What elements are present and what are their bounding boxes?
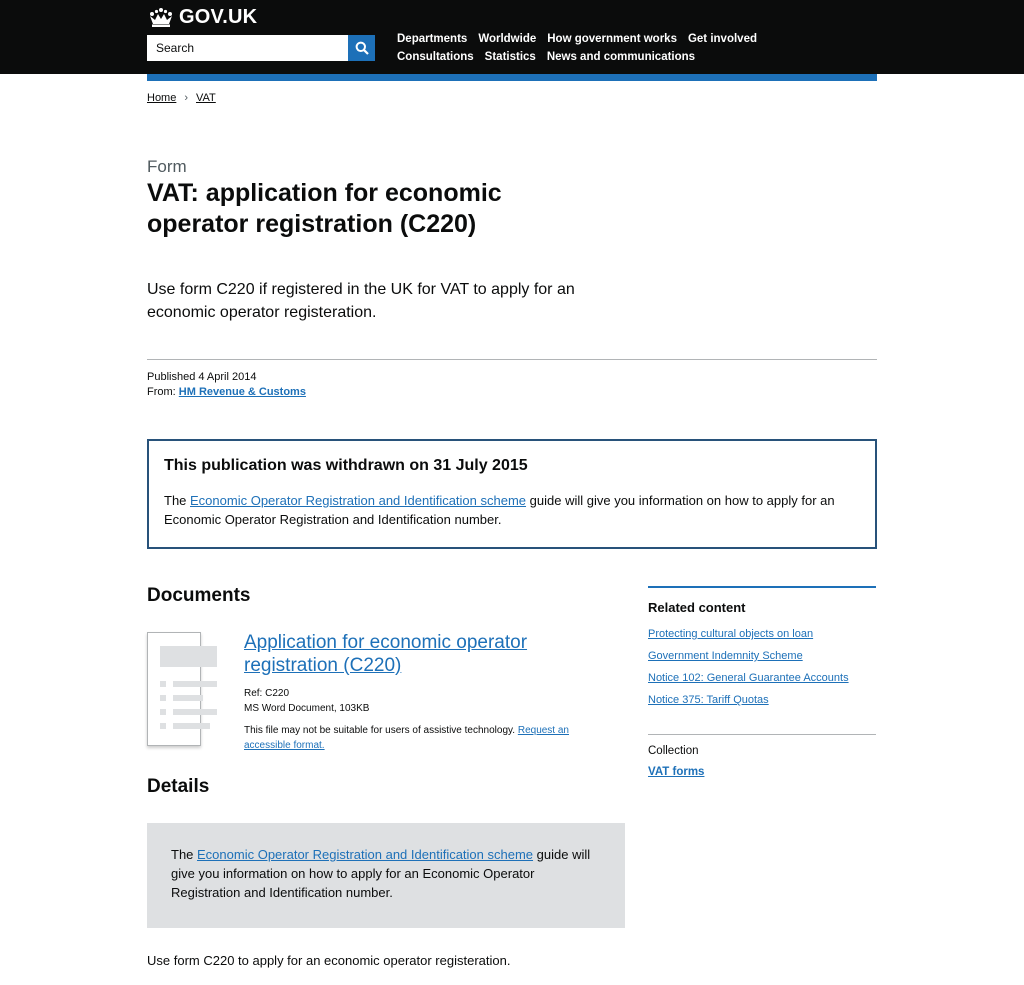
nav-how-government-works[interactable]: How government works xyxy=(547,33,677,45)
withdrawn-notice-title: This publication was withdrawn on 31 July 2015 xyxy=(164,457,528,474)
nav-consultations[interactable]: Consultations xyxy=(397,51,474,63)
details-box-post: guide will give you information on how to apply for an Economic Operator Registration and Identification number. xyxy=(171,847,591,900)
crown-icon xyxy=(147,7,175,27)
page-caption: Form xyxy=(147,157,187,176)
thumbnail-line xyxy=(173,709,217,715)
sidebar-accent-bar xyxy=(648,586,876,588)
documents-heading: Documents xyxy=(147,585,251,606)
collection-vat-forms-link[interactable]: VAT forms xyxy=(648,766,705,778)
nav-statistics[interactable]: Statistics xyxy=(484,51,536,63)
accessibility-note-text: This file may not be suitable for users of assistive technology. xyxy=(244,725,518,736)
list-item xyxy=(648,649,849,671)
page-title: VAT: application for economic operator registration (C220) xyxy=(147,179,502,238)
metadata-divider xyxy=(147,359,877,360)
details-callout xyxy=(147,823,625,928)
request-accessible-format-link[interactable]: Request an accessible format. xyxy=(244,725,569,751)
document-title-link[interactable]: Application for economic operator registration (C220) xyxy=(244,632,528,676)
publication-metadata xyxy=(147,370,306,400)
from-organisation-link[interactable]: HM Revenue & Customs xyxy=(178,386,306,398)
thumbnail-line xyxy=(173,681,217,687)
sidebar-divider xyxy=(648,734,876,735)
breadcrumb-vat[interactable]: VAT xyxy=(196,92,216,104)
related-link-indemnity-scheme[interactable]: Government Indemnity Scheme xyxy=(648,650,803,662)
related-content-heading: Related content xyxy=(648,600,746,615)
withdrawn-notice-body xyxy=(164,491,860,529)
document-ref: Ref: C220 xyxy=(244,688,290,699)
nav-get-involved[interactable]: Get involved xyxy=(687,33,757,45)
related-link-cultural-objects[interactable]: Protecting cultural objects on loan xyxy=(648,628,814,640)
details-box-pre: The xyxy=(171,847,198,862)
header-accent-bar xyxy=(147,74,877,81)
page-lead: Use form C220 if registered in the UK for VAT to apply for an economic operator registeration. xyxy=(147,281,575,321)
thumbnail-bullet xyxy=(160,695,166,701)
accessibility-note xyxy=(244,723,584,753)
details-scheme-link[interactable]: Economic Operator Registration and Identification scheme xyxy=(197,847,534,862)
thumbnail-header-block xyxy=(160,646,217,667)
related-content-list xyxy=(648,627,849,715)
notice-body-post: guide will give you information on how to apply for an Economic Operator Registration and Identification number. xyxy=(164,493,835,527)
details-heading: Details xyxy=(147,776,210,797)
thumbnail-bullet xyxy=(160,681,166,687)
related-link-notice-102[interactable]: Notice 102: General Guarantee Accounts xyxy=(648,672,849,684)
withdrawn-notice xyxy=(147,439,877,549)
nav-row-2 xyxy=(397,50,797,68)
nav-row-1 xyxy=(397,32,797,50)
nav-news-and-communications[interactable]: News and communications xyxy=(546,51,696,63)
govuk-logo-link[interactable] xyxy=(147,6,257,28)
search-form xyxy=(147,35,375,61)
nav-departments[interactable]: Departments xyxy=(397,33,468,45)
logo-text: GOV.UK xyxy=(179,5,258,28)
from-line xyxy=(147,385,306,400)
list-item xyxy=(648,627,849,649)
document-format: MS Word Document, 103KB xyxy=(244,703,370,714)
document-metadata xyxy=(244,686,369,716)
breadcrumb-home[interactable]: Home xyxy=(147,92,177,104)
thumbnail-line xyxy=(173,695,203,701)
related-link-notice-375[interactable]: Notice 375: Tariff Quotas xyxy=(648,694,769,706)
details-text: Use form C220 to apply for an economic operator registeration. xyxy=(147,953,511,968)
thumbnail-line xyxy=(173,723,210,729)
collection-label: Collection xyxy=(648,745,699,757)
search-button[interactable] xyxy=(348,35,375,61)
from-label: From: xyxy=(147,386,176,398)
notice-body-pre: The xyxy=(164,493,191,508)
list-item xyxy=(648,671,849,693)
thumbnail-bullet xyxy=(160,709,166,715)
search-input[interactable] xyxy=(147,35,348,61)
document-thumbnail-icon[interactable] xyxy=(147,632,201,746)
chevron-right-icon: › xyxy=(184,92,189,104)
published-date: Published 4 April 2014 xyxy=(147,371,257,383)
main-navigation xyxy=(397,32,797,68)
notice-scheme-link[interactable]: Economic Operator Registration and Identification scheme xyxy=(190,493,527,508)
breadcrumb xyxy=(147,92,216,104)
search-icon xyxy=(355,41,369,55)
site-header xyxy=(0,0,1024,74)
thumbnail-bullet xyxy=(160,723,166,729)
list-item xyxy=(648,693,849,715)
nav-worldwide[interactable]: Worldwide xyxy=(478,33,537,45)
